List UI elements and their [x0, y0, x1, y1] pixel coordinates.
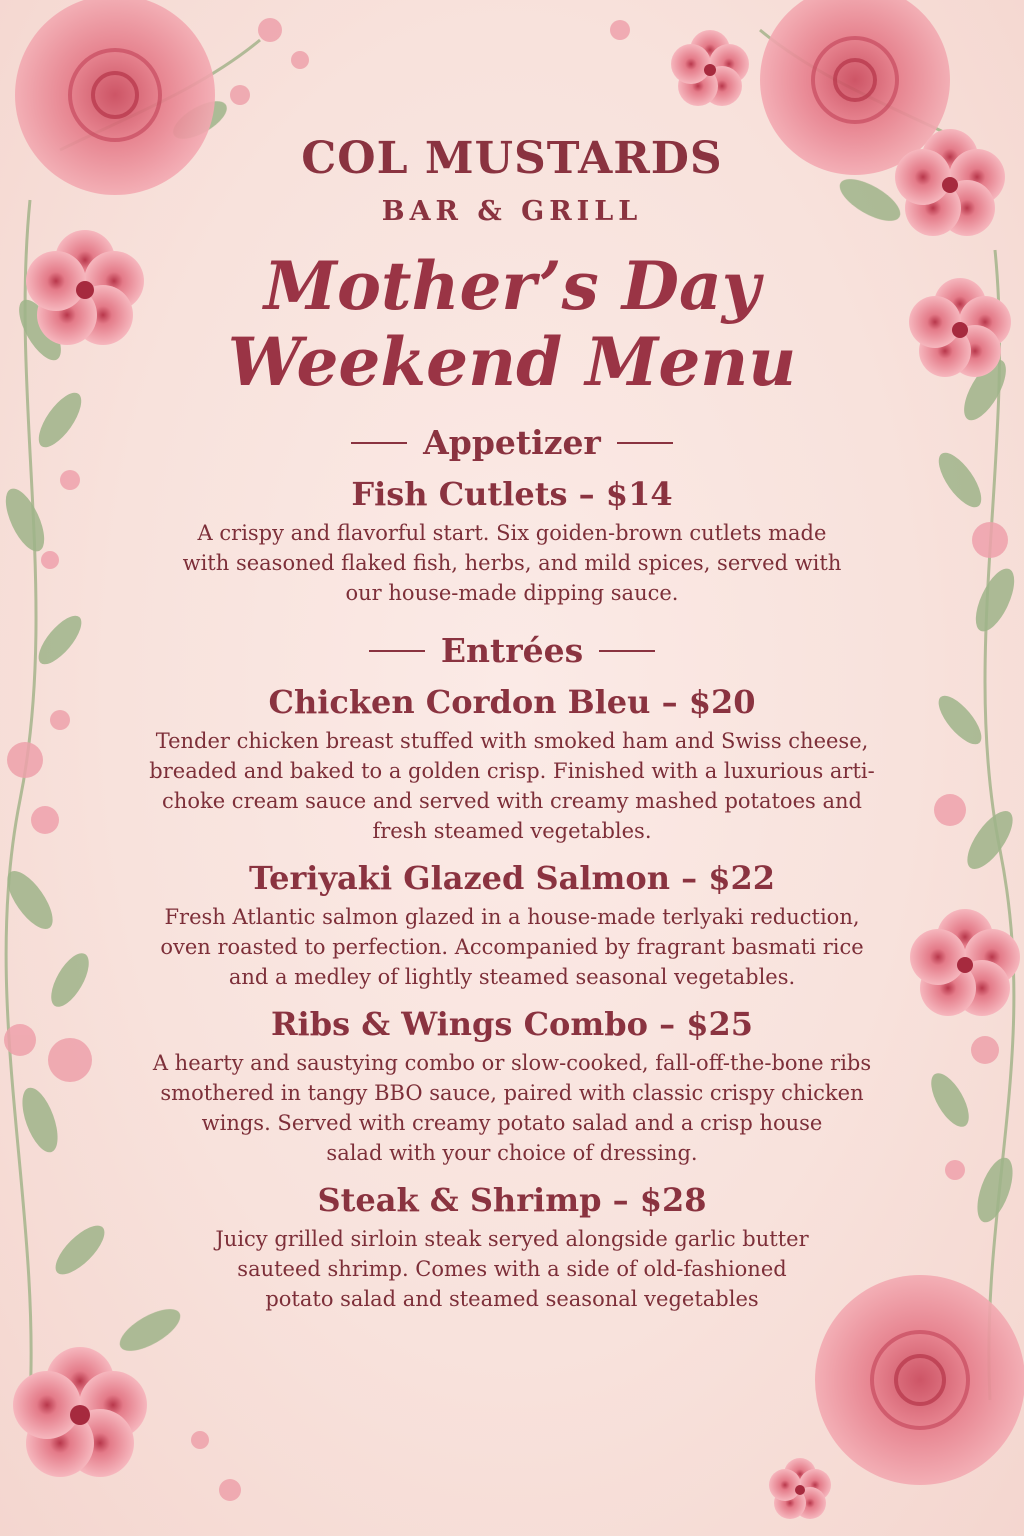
menu-item-description: A hearty and saustying combo or slow-cooked, fall-off-the-bone ribs smothered in tangy BBO sauce, paired with classic crispy chicken wings. Served with creamy potato salad and a crisp house salad with your choice of dressing. [152, 1051, 872, 1165]
heading-rule-left [369, 650, 425, 652]
menu-item-description: A crispy and flavorful start. Six goiden-brown cutlets made with seasoned flaked fish, herbs, and mild spices, served with our house-made dipping sauce. [182, 521, 842, 605]
heading-rule-left [351, 442, 407, 444]
menu-title [100, 248, 924, 400]
section-heading-label: Entrées [440, 631, 584, 670]
menu-item-ribs-wings [100, 1002, 924, 1168]
restaurant-subtitle: BAR & GRILL [381, 196, 643, 227]
heading-rule-right [599, 650, 655, 652]
section-heading-label: Appetizer [423, 423, 601, 462]
menu-title-line-2: Weekend Menu [227, 323, 797, 401]
section-heading-appetizer [100, 418, 924, 468]
menu-content [100, 130, 924, 1314]
menu-item-title: Teriyaki Glazed Salmon – $22 [248, 859, 776, 897]
menu-item-chicken-cordon-bleu [100, 680, 924, 846]
menu-item-title: Steak & Shrimp – $28 [317, 1181, 707, 1219]
menu-item-description: Fresh Atlantic salmon glazed in a house-made terlyaki reduction, oven roasted to perfection. Accompanied by fragrant basmati rice and a medley of lightly steamed seasonal vegetables. [160, 905, 864, 989]
heading-rule-right [617, 442, 673, 444]
menu-item-steak-shrimp [100, 1178, 924, 1314]
menu-item-title: Ribs & Wings Combo – $25 [270, 1005, 754, 1043]
menu-item-description: Tender chicken breast stuffed with smoked ham and Swiss cheese, breaded and baked to a golden crisp. Finished with a luxurious arti- choke cream sauce and served with creamy mashed potatoes and fresh steamed vegetables. [149, 729, 875, 843]
restaurant-name: COL MUSTARDS [301, 133, 723, 184]
menu-item-title: Chicken Cordon Bleu – $20 [268, 683, 756, 721]
menu-title-line-1: Mother’s Day [263, 247, 761, 325]
menu-item-title: Fish Cutlets – $14 [351, 475, 673, 513]
menu-item-description: Juicy grilled sirloin steak seryed alongside garlic butter sauteed shrimp. Comes with a side of old-fashioned potato salad and steamed seasonal vegetables [215, 1227, 809, 1311]
section-heading-entrees [100, 626, 924, 676]
menu-item-fish-cutlets [100, 472, 924, 608]
menu-item-teriyaki-salmon [100, 856, 924, 992]
